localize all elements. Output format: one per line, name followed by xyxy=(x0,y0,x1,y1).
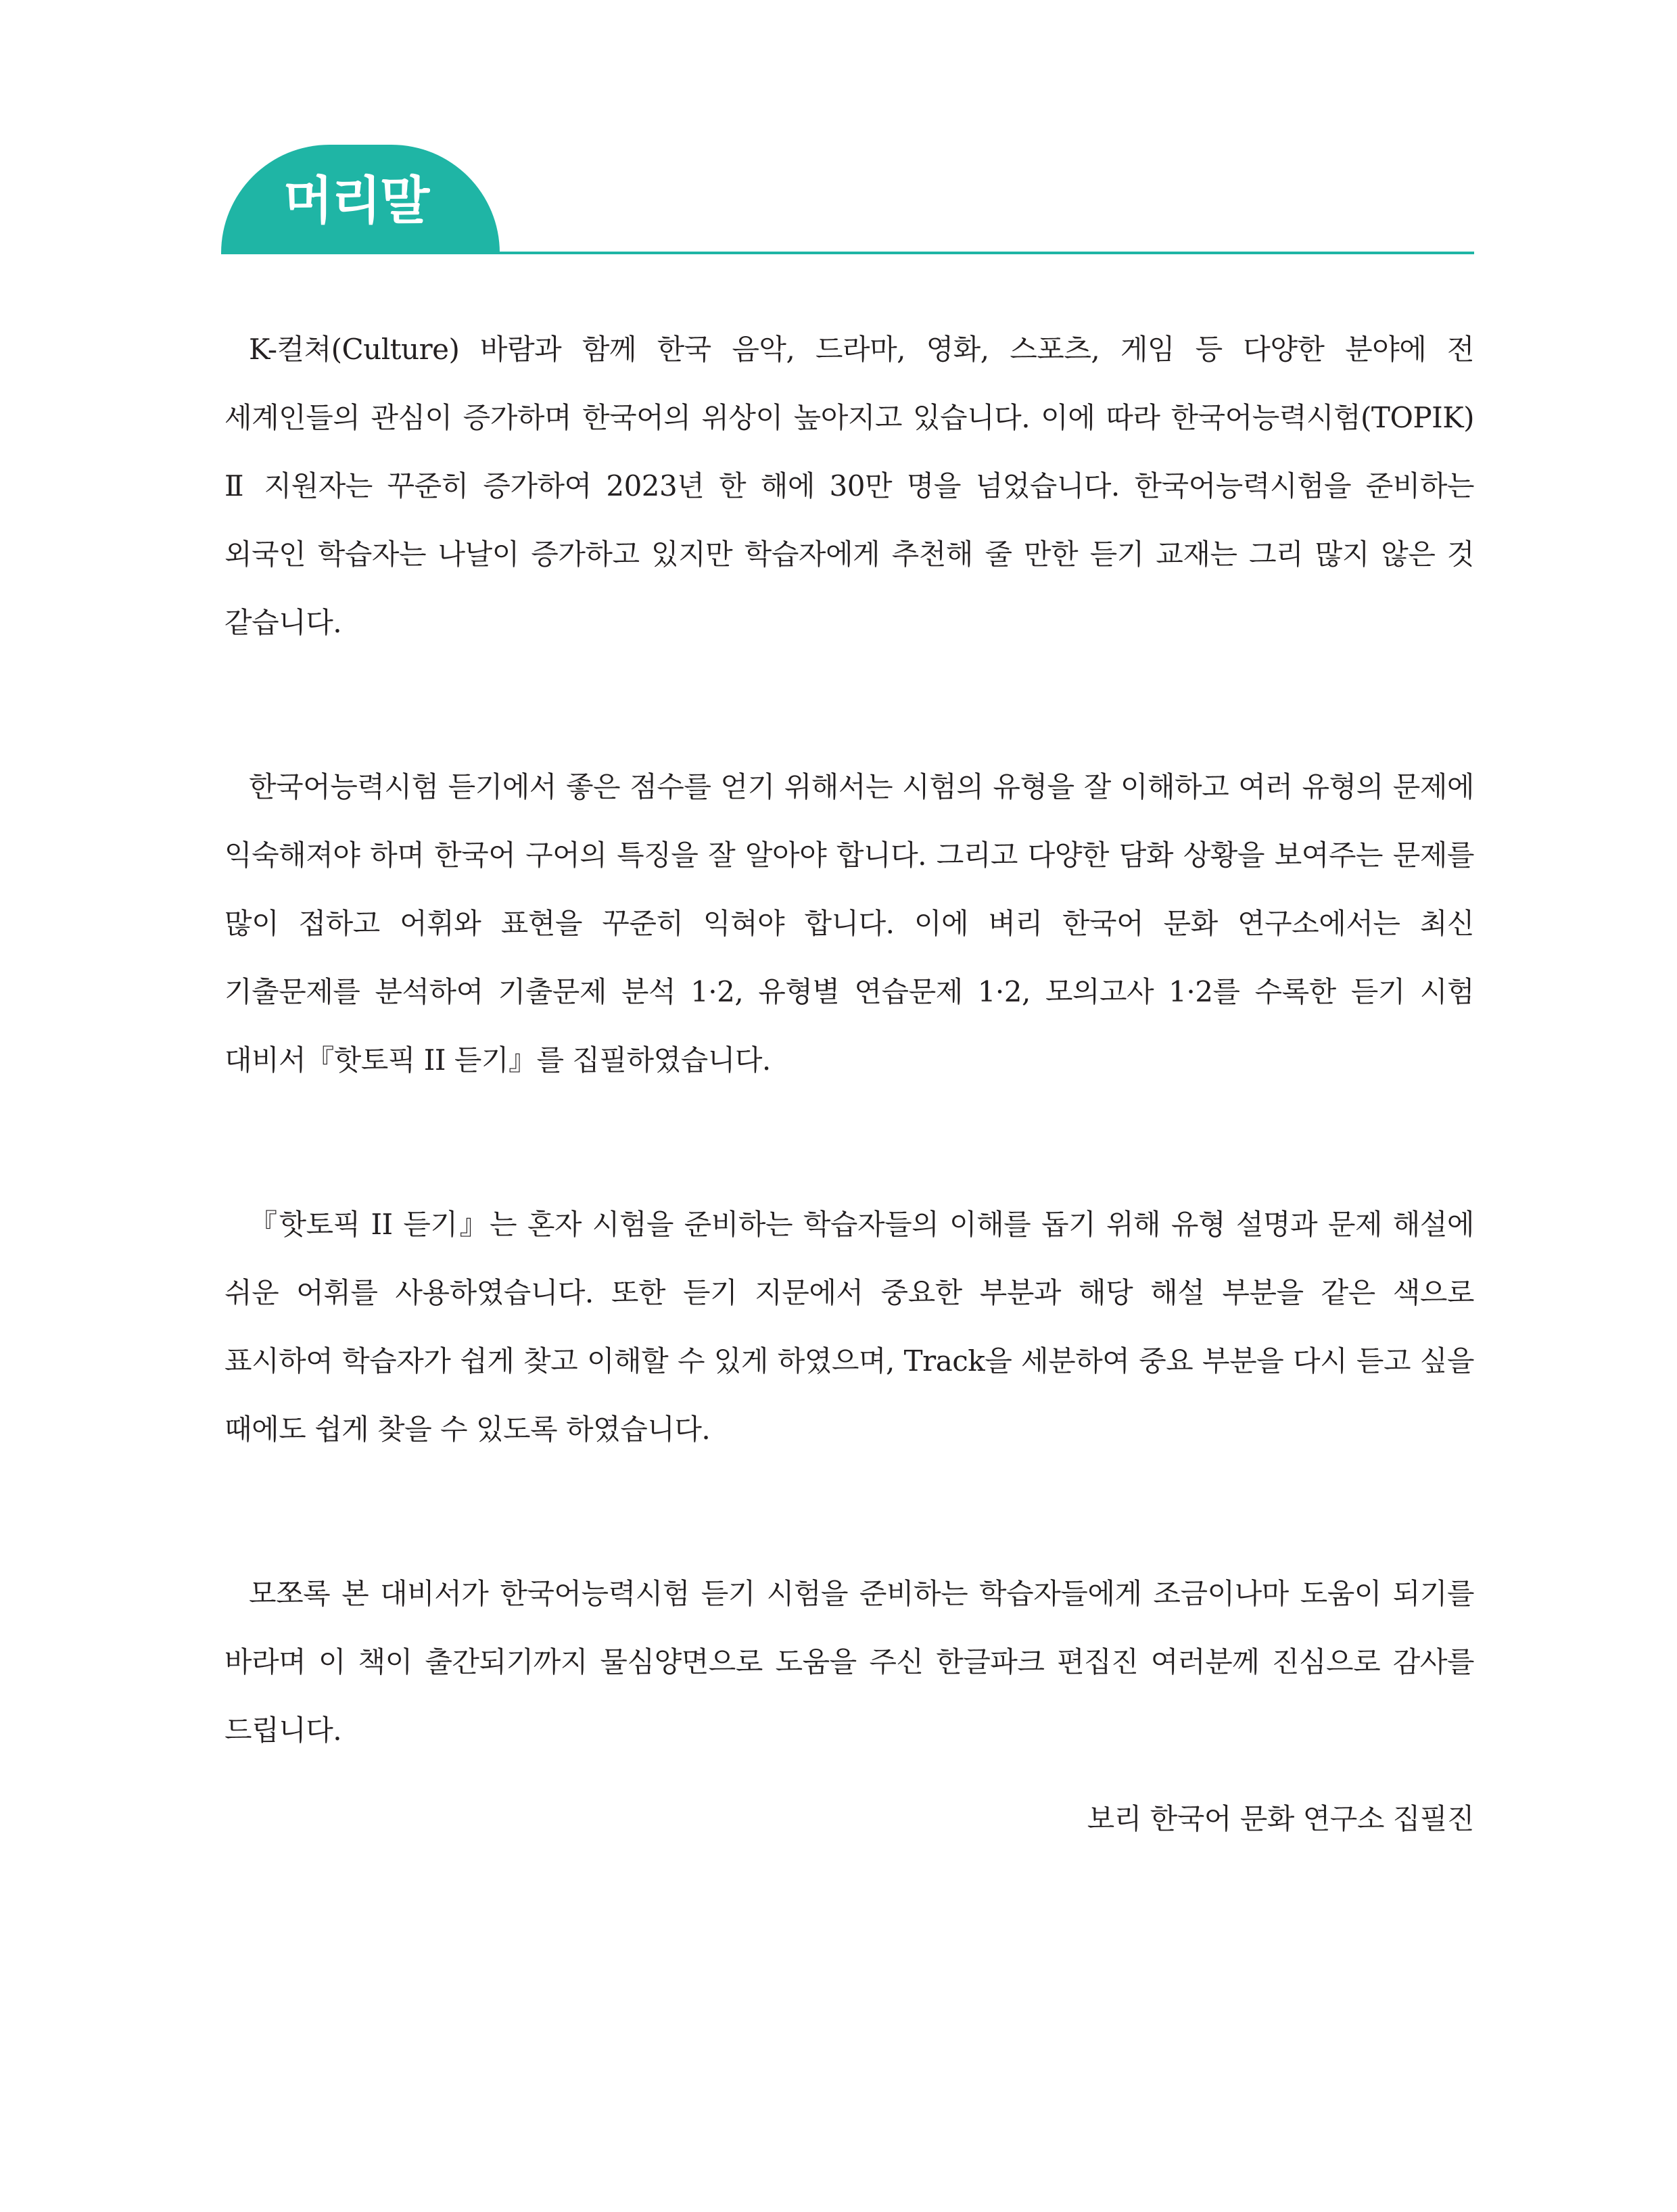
paragraph-1: K-컬쳐(Culture) 바람과 함께 한국 음악, 드라마, 영화, 스포츠, 게임 등 다양한 분야에 전 세계인들의 관심이 증가하며 한국어의 위상이 높아지고 있습니다. 이에 따라 한국어능력시험(TOPIK) Ⅱ 지원자는 꾸준히 증가하여 2023년 한 해에 30만 명을 넘었습니다. 한국어능력시험을 준비하는 외국인 학습자는 나날이 증가하고 있지만 학습자에게 추천해 줄 만한 듣기 교재는 그리 많지 않은 것 같습니다. xyxy=(225,333,1474,639)
paragraph-3: 『핫토픽 II 듣기』는 혼자 시험을 준비하는 학습자들의 이해를 돕기 위해 유형 설명과 문제 해설에 쉬운 어휘를 사용하였습니다. 또한 듣기 지문에서 중요한 부분과 해당 해설 부분을 같은 색으로 표시하여 학습자가 쉽게 찾고 이해할 수 있게 하였으며, Track을 세분하여 중요 부분을 다시 듣고 싶을 때에도 쉽게 찾을 수 있도록 하였습니다. xyxy=(225,1208,1474,1446)
preface-body xyxy=(225,315,1474,1860)
author-signature: 보리 한국어 문화 연구소 집필진 xyxy=(1087,1802,1474,1835)
paragraph-2: 한국어능력시험 듣기에서 좋은 점수를 얻기 위해서는 시험의 유형을 잘 이해하고 여러 유형의 문제에 익숙해져야 하며 한국어 구어의 특징을 잘 알아야 합니다. 그리고 다양한 담화 상황을 보여주는 문제를 많이 접하고 어휘와 표현을 꾸준히 익혀야 합니다. 이에 벼리 한국어 문화 연구소에서는 최신 기출문제를 분석하여 기출문제 분석 1·2, 유형별 연습문제 1·2, 모의고사 1·2를 수록한 듣기 시험 대비서『핫토픽 II 듣기』를 집필하였습니다. xyxy=(225,770,1474,1077)
paragraph-4: 모쪼록 본 대비서가 한국어능력시험 듣기 시험을 준비하는 학습자들에게 조금이나마 도움이 되기를 바라며 이 책이 출간되기까지 물심양면으로 도움을 주신 한글파크 편집진 여러분께 진심으로 감사를 드립니다. xyxy=(225,1577,1474,1747)
title-tab xyxy=(221,145,500,253)
page-title: 머리말 xyxy=(283,170,429,231)
header-divider xyxy=(221,252,1474,254)
preface-header xyxy=(221,145,1474,254)
